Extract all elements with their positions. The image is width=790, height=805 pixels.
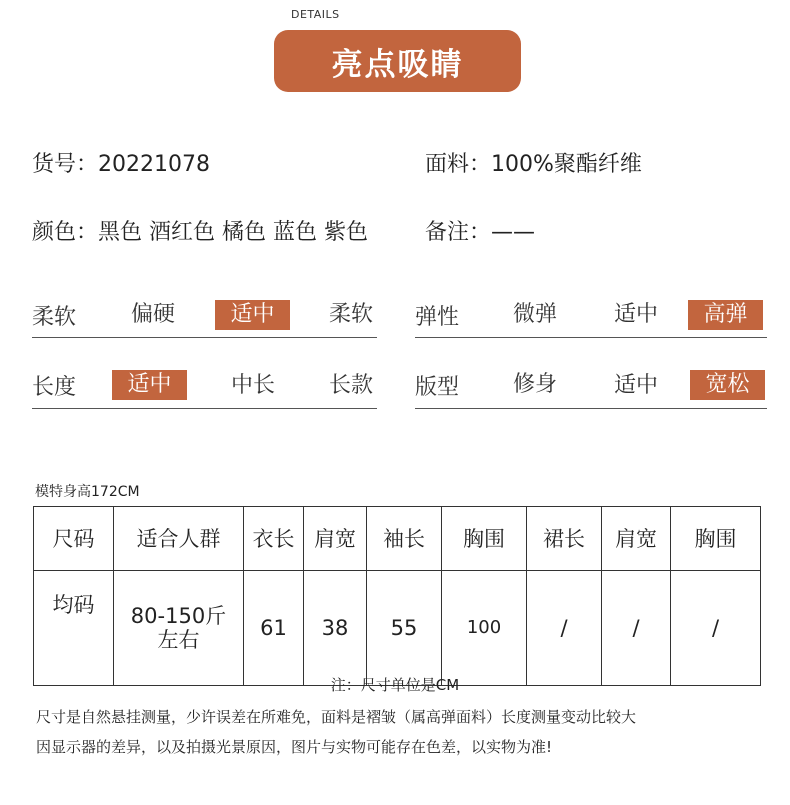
length-option-medium: 适中	[112, 370, 187, 400]
header-length: 衣长	[244, 507, 304, 571]
table-header-row	[34, 507, 761, 571]
length-option-long: 长款	[328, 373, 373, 398]
remark-info: 备注：——	[425, 220, 536, 245]
fit-option-slim: 修身	[512, 372, 557, 397]
cell-fit-crowd: 80-150斤 左右	[114, 571, 244, 686]
fabric-info: 面料：100%聚酯纤维	[425, 152, 642, 177]
model-height: 模特身高172CM	[35, 484, 140, 500]
cell-size: 均码	[34, 571, 114, 686]
color-info: 颜色：黑色 酒红色 橘色 蓝色 紫色	[32, 220, 368, 245]
cell-shoulder-2: /	[602, 571, 671, 686]
divider	[415, 408, 767, 409]
details-label: DETAILS	[291, 8, 340, 21]
size-table	[33, 506, 761, 686]
cell-length: 61	[244, 571, 304, 686]
cell-shoulder: 38	[304, 571, 367, 686]
length-label: 长度	[32, 375, 77, 400]
elasticity-option-high: 高弹	[688, 300, 763, 330]
title-banner: 亮点吸睛	[274, 30, 521, 92]
table-row	[34, 571, 761, 686]
header-size: 尺码	[34, 507, 114, 571]
softness-option-hard: 偏硬	[130, 302, 175, 327]
elasticity-option-medium: 适中	[613, 302, 658, 327]
item-number: 货号：20221078	[32, 152, 210, 177]
header-bust-2: 胸围	[671, 507, 761, 571]
cell-bust-2: /	[671, 571, 761, 686]
cell-bust: 100	[442, 571, 527, 686]
fit-label: 版型	[415, 375, 460, 400]
elasticity-label: 弹性	[415, 305, 460, 330]
softness-option-soft: 柔软	[328, 302, 373, 327]
color-difference-note: 因显示器的差异，以及拍摄光景原因，图片与实物可能存在色差，以实物为准!	[36, 738, 553, 756]
fit-option-medium: 适中	[613, 373, 658, 398]
header-shoulder: 肩宽	[304, 507, 367, 571]
cell-sleeve: 55	[367, 571, 442, 686]
length-option-midlength: 中长	[230, 373, 275, 398]
divider	[415, 337, 767, 338]
softness-option-medium: 适中	[215, 300, 290, 330]
unit-note: 注：尺寸单位是CM	[330, 676, 460, 694]
measurement-note: 尺寸是自然悬挂测量，少许误差在所难免，面料是褶皱（属高弹面料）长度测量变动比较大	[36, 708, 637, 726]
elasticity-option-slight: 微弹	[512, 302, 557, 327]
header-sleeve: 袖长	[367, 507, 442, 571]
fit-option-loose: 宽松	[690, 370, 765, 400]
softness-label: 柔软	[32, 305, 77, 330]
header-fit-crowd: 适合人群	[114, 507, 244, 571]
cell-skirt-length: /	[527, 571, 602, 686]
header-bust: 胸围	[442, 507, 527, 571]
divider	[32, 408, 377, 409]
divider	[32, 337, 377, 338]
header-skirt-length: 裙长	[527, 507, 602, 571]
header-shoulder-2: 肩宽	[602, 507, 671, 571]
